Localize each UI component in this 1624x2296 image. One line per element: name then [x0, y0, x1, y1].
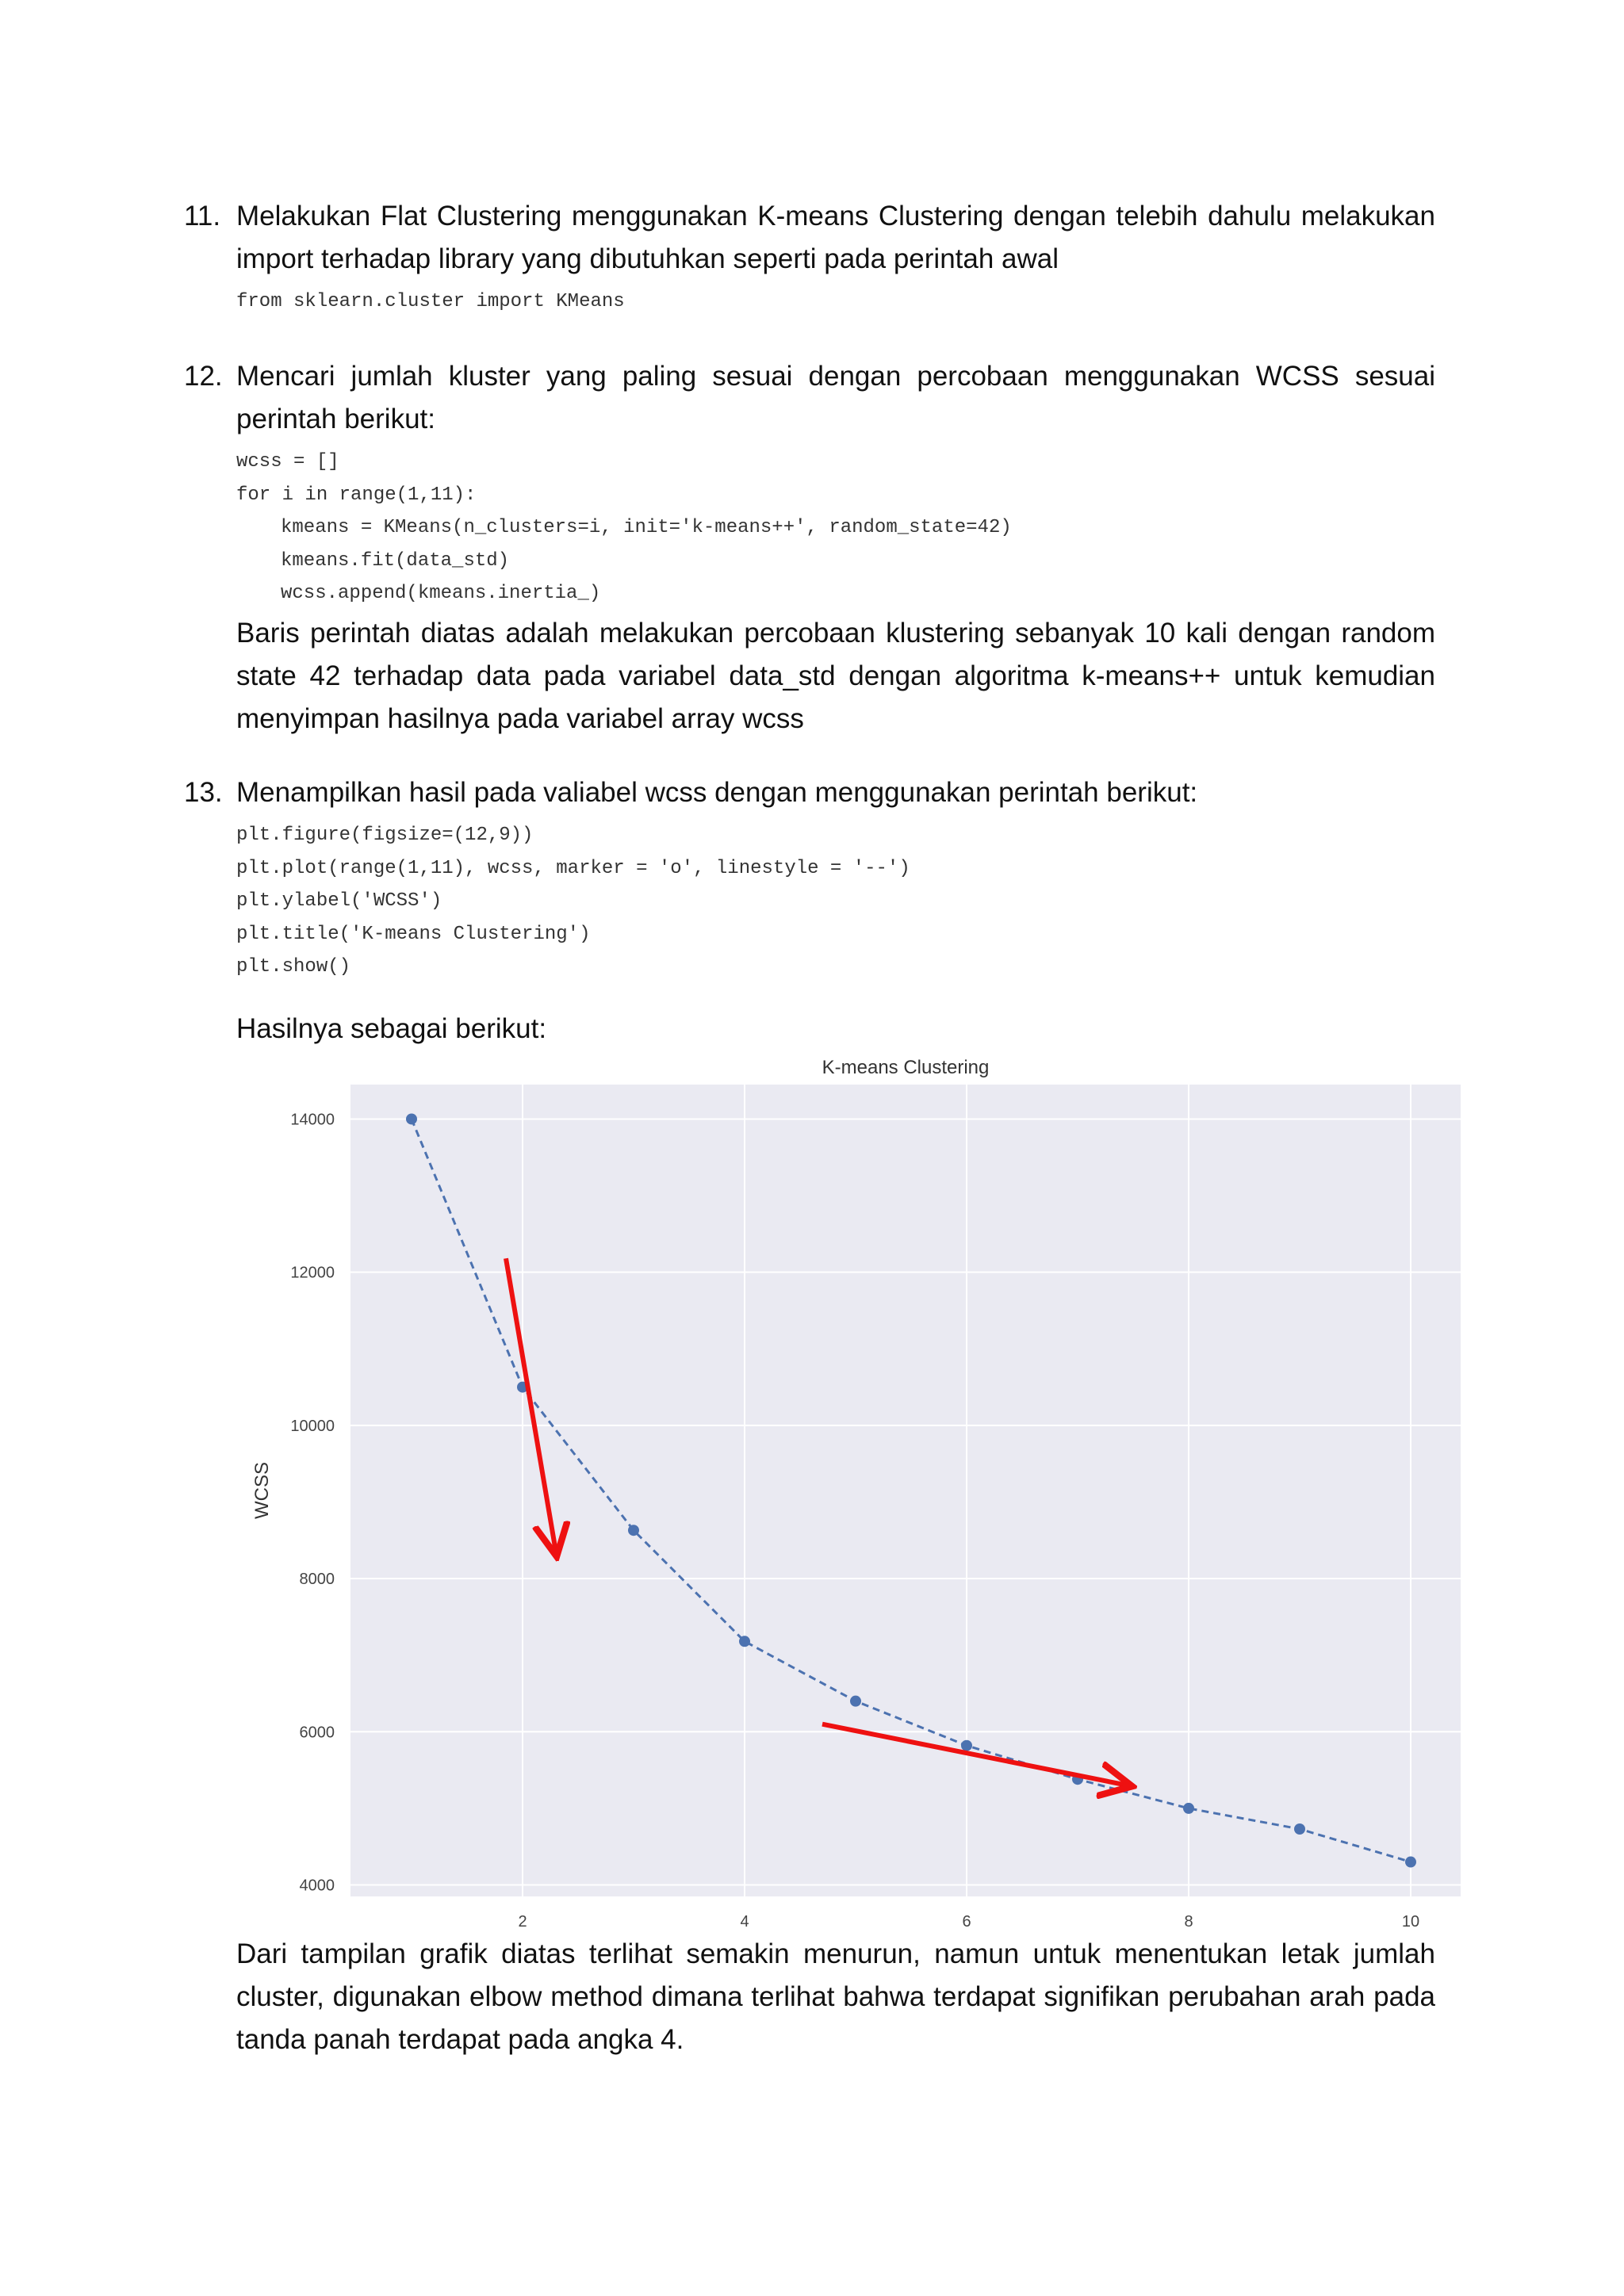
step-11 [184, 195, 1437, 319]
data-point [961, 1740, 972, 1751]
y-axis-label: WCSS [251, 1462, 273, 1519]
x-tick-label: 8 [1184, 1913, 1193, 1931]
code-line: plt.ylabel('WCSS') [236, 890, 442, 912]
step-number: 13. [184, 777, 223, 808]
data-point [1183, 1803, 1194, 1814]
y-tick-label: 6000 [299, 1724, 335, 1742]
data-point [850, 1696, 861, 1707]
step-13-conclusion [184, 1933, 1437, 2061]
code-line: from sklearn.cluster import KMeans [236, 291, 625, 312]
code-line: for i in range(1,11): [236, 484, 477, 506]
data-point [739, 1636, 750, 1647]
step-explanation: Baris perintah diatas adalah melakukan percobaan klustering sebanyak 10 kali dengan random state 42 terhadap data pada variabel data_std dengan algoritma k-means++ untuk kemudian menyimpan hasilnya pada variabel array wcss [236, 617, 1435, 734]
code-line: plt.figure(figsize=(12,9)) [236, 825, 534, 846]
code-line: wcss = [] [236, 451, 339, 473]
code-line: wcss.append(kmeans.inertia_) [281, 583, 601, 604]
code-block [236, 446, 1435, 610]
plot-area [350, 1085, 1461, 1896]
wcss-line-chart [236, 1048, 1473, 1936]
step-text: Menampilkan hasil pada valiabel wcss dengan menggunakan perintah berikut: [236, 777, 1198, 808]
code-line: plt.plot(range(1,11), wcss, marker = 'o', linestyle = '--') [236, 857, 910, 879]
step-text: Mencari jumlah kluster yang paling sesuai dengan percobaan menggunakan WCSS sesuai perintah berikut: [236, 361, 1435, 434]
data-point [406, 1113, 417, 1124]
y-tick-label: 4000 [299, 1877, 335, 1895]
code-block [236, 819, 1435, 984]
data-point [1294, 1823, 1305, 1835]
data-point [628, 1525, 639, 1536]
y-tick-label: 8000 [299, 1571, 335, 1589]
y-tick-label: 12000 [290, 1264, 335, 1282]
chart-title: K-means Clustering [822, 1057, 990, 1078]
step-number: 12. [184, 361, 223, 392]
y-tick-label: 14000 [290, 1111, 335, 1129]
x-tick-label: 2 [518, 1913, 527, 1931]
step-13 [184, 771, 1437, 1050]
x-tick-label: 4 [740, 1913, 749, 1931]
x-tick-label: 10 [1401, 1913, 1420, 1931]
step-number: 11. [184, 201, 221, 232]
code-line: plt.title('K-means Clustering') [236, 923, 591, 945]
code-line: kmeans = KMeans(n_clusters=i, init='k-means++', random_state=42) [281, 517, 1012, 538]
result-label: Hasilnya sebagai berikut: [236, 1012, 547, 1044]
x-tick-label: 6 [962, 1913, 971, 1931]
y-tick-label: 10000 [290, 1417, 335, 1435]
step-12 [184, 355, 1437, 740]
code-line: kmeans.fit(data_std) [281, 549, 510, 572]
step-text: Melakukan Flat Clustering menggunakan K-means Clustering dengan telebih dahulu melakukan import terhadap library yang dibutuhkan seperti pada perintah awal [236, 201, 1435, 274]
data-point [1405, 1857, 1416, 1868]
wcss-chart-container [236, 1048, 1473, 1936]
code-line: plt.show() [236, 956, 351, 978]
conclusion-text: Dari tampilan grafik diatas terlihat semakin menurun, namun untuk menentukan letak jumlah cluster, digunakan elbow method dimana terlihat bahwa terdapat signifikan perubahan arah pada tanda panah terdapat pada angka 4. [236, 1938, 1435, 2055]
